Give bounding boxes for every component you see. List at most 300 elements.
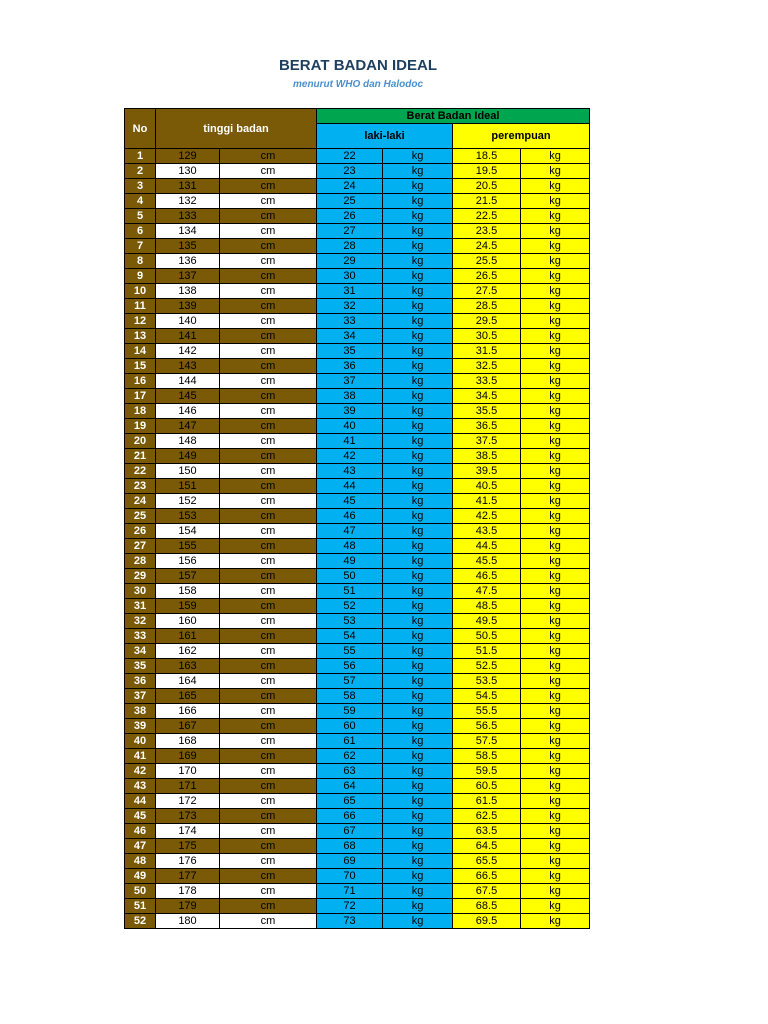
height-value: 158: [156, 584, 220, 599]
female-weight-unit: kg: [521, 449, 590, 464]
row-number: 39: [125, 719, 156, 734]
table-row: [125, 749, 590, 764]
male-weight-value: 58: [317, 689, 383, 704]
height-value: 146: [156, 404, 220, 419]
male-weight-unit: kg: [383, 419, 453, 434]
male-weight-unit: kg: [383, 854, 453, 869]
table-row: [125, 659, 590, 674]
male-weight-unit: kg: [383, 359, 453, 374]
height-unit: cm: [220, 329, 317, 344]
row-number: 49: [125, 869, 156, 884]
male-weight-unit: kg: [383, 749, 453, 764]
male-weight-value: 61: [317, 734, 383, 749]
row-number: 44: [125, 794, 156, 809]
female-weight-unit: kg: [521, 569, 590, 584]
row-number: 29: [125, 569, 156, 584]
male-weight-value: 26: [317, 209, 383, 224]
female-weight-unit: kg: [521, 644, 590, 659]
female-weight-value: 60.5: [453, 779, 521, 794]
header-male: laki-laki: [317, 124, 453, 149]
height-unit: cm: [220, 824, 317, 839]
height-value: 133: [156, 209, 220, 224]
female-weight-value: 64.5: [453, 839, 521, 854]
male-weight-unit: kg: [383, 614, 453, 629]
male-weight-unit: kg: [383, 719, 453, 734]
table-row: [125, 344, 590, 359]
female-weight-value: 26.5: [453, 269, 521, 284]
male-weight-value: 59: [317, 704, 383, 719]
table-row: [125, 884, 590, 899]
table-row: [125, 194, 590, 209]
female-weight-value: 47.5: [453, 584, 521, 599]
height-value: 162: [156, 644, 220, 659]
height-value: 141: [156, 329, 220, 344]
row-number: 5: [125, 209, 156, 224]
height-unit: cm: [220, 779, 317, 794]
table-row: [125, 179, 590, 194]
height-value: 180: [156, 914, 220, 929]
male-weight-value: 41: [317, 434, 383, 449]
female-weight-value: 65.5: [453, 854, 521, 869]
male-weight-unit: kg: [383, 824, 453, 839]
row-number: 22: [125, 464, 156, 479]
height-unit: cm: [220, 434, 317, 449]
height-value: 150: [156, 464, 220, 479]
height-unit: cm: [220, 629, 317, 644]
row-number: 28: [125, 554, 156, 569]
female-weight-unit: kg: [521, 239, 590, 254]
male-weight-value: 65: [317, 794, 383, 809]
female-weight-unit: kg: [521, 254, 590, 269]
height-value: 161: [156, 629, 220, 644]
row-number: 7: [125, 239, 156, 254]
table-row: [125, 269, 590, 284]
height-value: 149: [156, 449, 220, 464]
male-weight-value: 23: [317, 164, 383, 179]
male-weight-value: 46: [317, 509, 383, 524]
female-weight-value: 39.5: [453, 464, 521, 479]
female-weight-value: 56.5: [453, 719, 521, 734]
height-value: 130: [156, 164, 220, 179]
female-weight-unit: kg: [521, 269, 590, 284]
height-unit: cm: [220, 299, 317, 314]
male-weight-value: 44: [317, 479, 383, 494]
female-weight-value: 43.5: [453, 524, 521, 539]
female-weight-value: 66.5: [453, 869, 521, 884]
height-value: 145: [156, 389, 220, 404]
female-weight-value: 24.5: [453, 239, 521, 254]
male-weight-unit: kg: [383, 734, 453, 749]
female-weight-unit: kg: [521, 749, 590, 764]
male-weight-unit: kg: [383, 449, 453, 464]
female-weight-unit: kg: [521, 614, 590, 629]
height-unit: cm: [220, 569, 317, 584]
height-value: 159: [156, 599, 220, 614]
male-weight-unit: kg: [383, 179, 453, 194]
female-weight-value: 57.5: [453, 734, 521, 749]
male-weight-unit: kg: [383, 404, 453, 419]
male-weight-value: 31: [317, 284, 383, 299]
height-unit: cm: [220, 764, 317, 779]
header-height: tinggi badan: [156, 109, 317, 149]
height-unit: cm: [220, 584, 317, 599]
male-weight-unit: kg: [383, 659, 453, 674]
table-body: [125, 149, 590, 929]
male-weight-unit: kg: [383, 284, 453, 299]
male-weight-unit: kg: [383, 884, 453, 899]
male-weight-value: 54: [317, 629, 383, 644]
female-weight-unit: kg: [521, 179, 590, 194]
height-unit: cm: [220, 674, 317, 689]
male-weight-value: 63: [317, 764, 383, 779]
female-weight-unit: kg: [521, 689, 590, 704]
female-weight-value: 48.5: [453, 599, 521, 614]
height-value: 148: [156, 434, 220, 449]
female-weight-value: 23.5: [453, 224, 521, 239]
table-row: [125, 479, 590, 494]
male-weight-unit: kg: [383, 434, 453, 449]
height-unit: cm: [220, 179, 317, 194]
female-weight-unit: kg: [521, 779, 590, 794]
height-unit: cm: [220, 644, 317, 659]
female-weight-unit: kg: [521, 419, 590, 434]
height-value: 170: [156, 764, 220, 779]
height-value: 131: [156, 179, 220, 194]
female-weight-unit: kg: [521, 299, 590, 314]
male-weight-unit: kg: [383, 644, 453, 659]
table-row: [125, 434, 590, 449]
male-weight-value: 71: [317, 884, 383, 899]
table-row: [125, 914, 590, 929]
male-weight-value: 30: [317, 269, 383, 284]
table-row: [125, 719, 590, 734]
female-weight-value: 33.5: [453, 374, 521, 389]
height-value: 156: [156, 554, 220, 569]
table-row: [125, 734, 590, 749]
female-weight-value: 34.5: [453, 389, 521, 404]
table-row: [125, 419, 590, 434]
male-weight-unit: kg: [383, 539, 453, 554]
male-weight-unit: kg: [383, 254, 453, 269]
row-number: 21: [125, 449, 156, 464]
height-value: 166: [156, 704, 220, 719]
table-row: [125, 359, 590, 374]
male-weight-unit: kg: [383, 809, 453, 824]
height-unit: cm: [220, 614, 317, 629]
female-weight-unit: kg: [521, 164, 590, 179]
table-row: [125, 224, 590, 239]
table-row: [125, 509, 590, 524]
male-weight-value: 66: [317, 809, 383, 824]
row-number: 15: [125, 359, 156, 374]
table-row: [125, 689, 590, 704]
male-weight-value: 62: [317, 749, 383, 764]
female-weight-unit: kg: [521, 629, 590, 644]
table-row: [125, 404, 590, 419]
document-subtitle: menurut WHO dan Halodoc: [293, 79, 423, 90]
female-weight-unit: kg: [521, 539, 590, 554]
height-unit: cm: [220, 164, 317, 179]
male-weight-value: 48: [317, 539, 383, 554]
female-weight-value: 40.5: [453, 479, 521, 494]
male-weight-unit: kg: [383, 509, 453, 524]
female-weight-unit: kg: [521, 809, 590, 824]
female-weight-value: 36.5: [453, 419, 521, 434]
female-weight-unit: kg: [521, 494, 590, 509]
male-weight-unit: kg: [383, 194, 453, 209]
male-weight-unit: kg: [383, 164, 453, 179]
header-female: perempuan: [453, 124, 590, 149]
female-weight-value: 30.5: [453, 329, 521, 344]
row-number: 33: [125, 629, 156, 644]
female-weight-unit: kg: [521, 389, 590, 404]
male-weight-unit: kg: [383, 704, 453, 719]
table-row: [125, 209, 590, 224]
male-weight-value: 70: [317, 869, 383, 884]
height-unit: cm: [220, 314, 317, 329]
height-value: 171: [156, 779, 220, 794]
height-value: 172: [156, 794, 220, 809]
male-weight-value: 49: [317, 554, 383, 569]
height-unit: cm: [220, 374, 317, 389]
height-value: 129: [156, 149, 220, 164]
height-value: 136: [156, 254, 220, 269]
male-weight-unit: kg: [383, 554, 453, 569]
row-number: 12: [125, 314, 156, 329]
male-weight-unit: kg: [383, 779, 453, 794]
male-weight-unit: kg: [383, 329, 453, 344]
row-number: 10: [125, 284, 156, 299]
height-value: 132: [156, 194, 220, 209]
height-value: 177: [156, 869, 220, 884]
female-weight-unit: kg: [521, 479, 590, 494]
height-value: 179: [156, 899, 220, 914]
female-weight-value: 38.5: [453, 449, 521, 464]
male-weight-value: 32: [317, 299, 383, 314]
table-row: [125, 239, 590, 254]
female-weight-unit: kg: [521, 719, 590, 734]
female-weight-value: 63.5: [453, 824, 521, 839]
row-number: 36: [125, 674, 156, 689]
row-number: 45: [125, 809, 156, 824]
height-unit: cm: [220, 464, 317, 479]
height-unit: cm: [220, 599, 317, 614]
table-row: [125, 299, 590, 314]
row-number: 17: [125, 389, 156, 404]
male-weight-value: 33: [317, 314, 383, 329]
female-weight-value: 42.5: [453, 509, 521, 524]
male-weight-value: 52: [317, 599, 383, 614]
height-unit: cm: [220, 509, 317, 524]
row-number: 20: [125, 434, 156, 449]
row-number: 38: [125, 704, 156, 719]
female-weight-value: 27.5: [453, 284, 521, 299]
table-row: [125, 644, 590, 659]
height-unit: cm: [220, 719, 317, 734]
male-weight-value: 45: [317, 494, 383, 509]
ideal-weight-table: [124, 108, 590, 929]
height-unit: cm: [220, 809, 317, 824]
row-number: 19: [125, 419, 156, 434]
male-weight-value: 22: [317, 149, 383, 164]
male-weight-value: 29: [317, 254, 383, 269]
male-weight-value: 34: [317, 329, 383, 344]
row-number: 35: [125, 659, 156, 674]
table-row: [125, 614, 590, 629]
female-weight-value: 49.5: [453, 614, 521, 629]
height-unit: cm: [220, 479, 317, 494]
table-row: [125, 629, 590, 644]
female-weight-value: 53.5: [453, 674, 521, 689]
male-weight-value: 69: [317, 854, 383, 869]
male-weight-unit: kg: [383, 389, 453, 404]
male-weight-unit: kg: [383, 149, 453, 164]
row-number: 43: [125, 779, 156, 794]
height-unit: cm: [220, 854, 317, 869]
height-unit: cm: [220, 884, 317, 899]
row-number: 32: [125, 614, 156, 629]
male-weight-value: 47: [317, 524, 383, 539]
female-weight-unit: kg: [521, 734, 590, 749]
height-unit: cm: [220, 869, 317, 884]
height-unit: cm: [220, 224, 317, 239]
table-row: [125, 149, 590, 164]
height-unit: cm: [220, 404, 317, 419]
female-weight-value: 51.5: [453, 644, 521, 659]
table-row: [125, 869, 590, 884]
male-weight-value: 67: [317, 824, 383, 839]
male-weight-unit: kg: [383, 569, 453, 584]
height-unit: cm: [220, 554, 317, 569]
height-value: 173: [156, 809, 220, 824]
female-weight-value: 67.5: [453, 884, 521, 899]
male-weight-unit: kg: [383, 764, 453, 779]
row-number: 51: [125, 899, 156, 914]
row-number: 13: [125, 329, 156, 344]
height-unit: cm: [220, 449, 317, 464]
female-weight-value: 61.5: [453, 794, 521, 809]
table-row: [125, 779, 590, 794]
female-weight-unit: kg: [521, 554, 590, 569]
height-unit: cm: [220, 524, 317, 539]
row-number: 52: [125, 914, 156, 929]
female-weight-unit: kg: [521, 359, 590, 374]
male-weight-value: 42: [317, 449, 383, 464]
male-weight-value: 51: [317, 584, 383, 599]
female-weight-unit: kg: [521, 434, 590, 449]
row-number: 16: [125, 374, 156, 389]
height-value: 168: [156, 734, 220, 749]
female-weight-value: 62.5: [453, 809, 521, 824]
row-number: 27: [125, 539, 156, 554]
male-weight-value: 57: [317, 674, 383, 689]
table-row: [125, 899, 590, 914]
female-weight-value: 46.5: [453, 569, 521, 584]
height-unit: cm: [220, 239, 317, 254]
row-number: 23: [125, 479, 156, 494]
female-weight-value: 45.5: [453, 554, 521, 569]
height-unit: cm: [220, 734, 317, 749]
female-weight-value: 37.5: [453, 434, 521, 449]
height-value: 157: [156, 569, 220, 584]
row-number: 46: [125, 824, 156, 839]
height-unit: cm: [220, 209, 317, 224]
height-value: 144: [156, 374, 220, 389]
height-value: 174: [156, 824, 220, 839]
female-weight-value: 41.5: [453, 494, 521, 509]
table-row: [125, 254, 590, 269]
row-number: 24: [125, 494, 156, 509]
height-unit: cm: [220, 539, 317, 554]
height-value: 142: [156, 344, 220, 359]
height-value: 147: [156, 419, 220, 434]
table-row: [125, 824, 590, 839]
male-weight-value: 36: [317, 359, 383, 374]
table-row: [125, 764, 590, 779]
height-unit: cm: [220, 269, 317, 284]
female-weight-value: 20.5: [453, 179, 521, 194]
female-weight-value: 55.5: [453, 704, 521, 719]
male-weight-value: 35: [317, 344, 383, 359]
height-unit: cm: [220, 344, 317, 359]
female-weight-unit: kg: [521, 224, 590, 239]
female-weight-value: 21.5: [453, 194, 521, 209]
male-weight-value: 60: [317, 719, 383, 734]
male-weight-unit: kg: [383, 224, 453, 239]
height-unit: cm: [220, 419, 317, 434]
male-weight-value: 24: [317, 179, 383, 194]
header-no: No: [125, 109, 156, 149]
male-weight-value: 56: [317, 659, 383, 674]
table-row: [125, 809, 590, 824]
female-weight-unit: kg: [521, 794, 590, 809]
female-weight-unit: kg: [521, 329, 590, 344]
row-number: 42: [125, 764, 156, 779]
height-unit: cm: [220, 194, 317, 209]
table-row: [125, 569, 590, 584]
row-number: 48: [125, 854, 156, 869]
row-number: 31: [125, 599, 156, 614]
height-unit: cm: [220, 254, 317, 269]
male-weight-value: 27: [317, 224, 383, 239]
table-row: [125, 374, 590, 389]
female-weight-value: 18.5: [453, 149, 521, 164]
height-unit: cm: [220, 704, 317, 719]
male-weight-value: 39: [317, 404, 383, 419]
row-number: 6: [125, 224, 156, 239]
female-weight-unit: kg: [521, 899, 590, 914]
female-weight-unit: kg: [521, 674, 590, 689]
row-number: 40: [125, 734, 156, 749]
male-weight-unit: kg: [383, 794, 453, 809]
row-number: 14: [125, 344, 156, 359]
table-row: [125, 539, 590, 554]
male-weight-unit: kg: [383, 314, 453, 329]
height-value: 178: [156, 884, 220, 899]
height-value: 167: [156, 719, 220, 734]
row-number: 37: [125, 689, 156, 704]
row-number: 47: [125, 839, 156, 854]
female-weight-value: 69.5: [453, 914, 521, 929]
table-row: [125, 164, 590, 179]
table-row: [125, 464, 590, 479]
female-weight-unit: kg: [521, 404, 590, 419]
height-value: 137: [156, 269, 220, 284]
height-unit: cm: [220, 914, 317, 929]
header-ideal-weight: Berat Badan Ideal: [317, 109, 590, 124]
male-weight-value: 64: [317, 779, 383, 794]
height-value: 138: [156, 284, 220, 299]
